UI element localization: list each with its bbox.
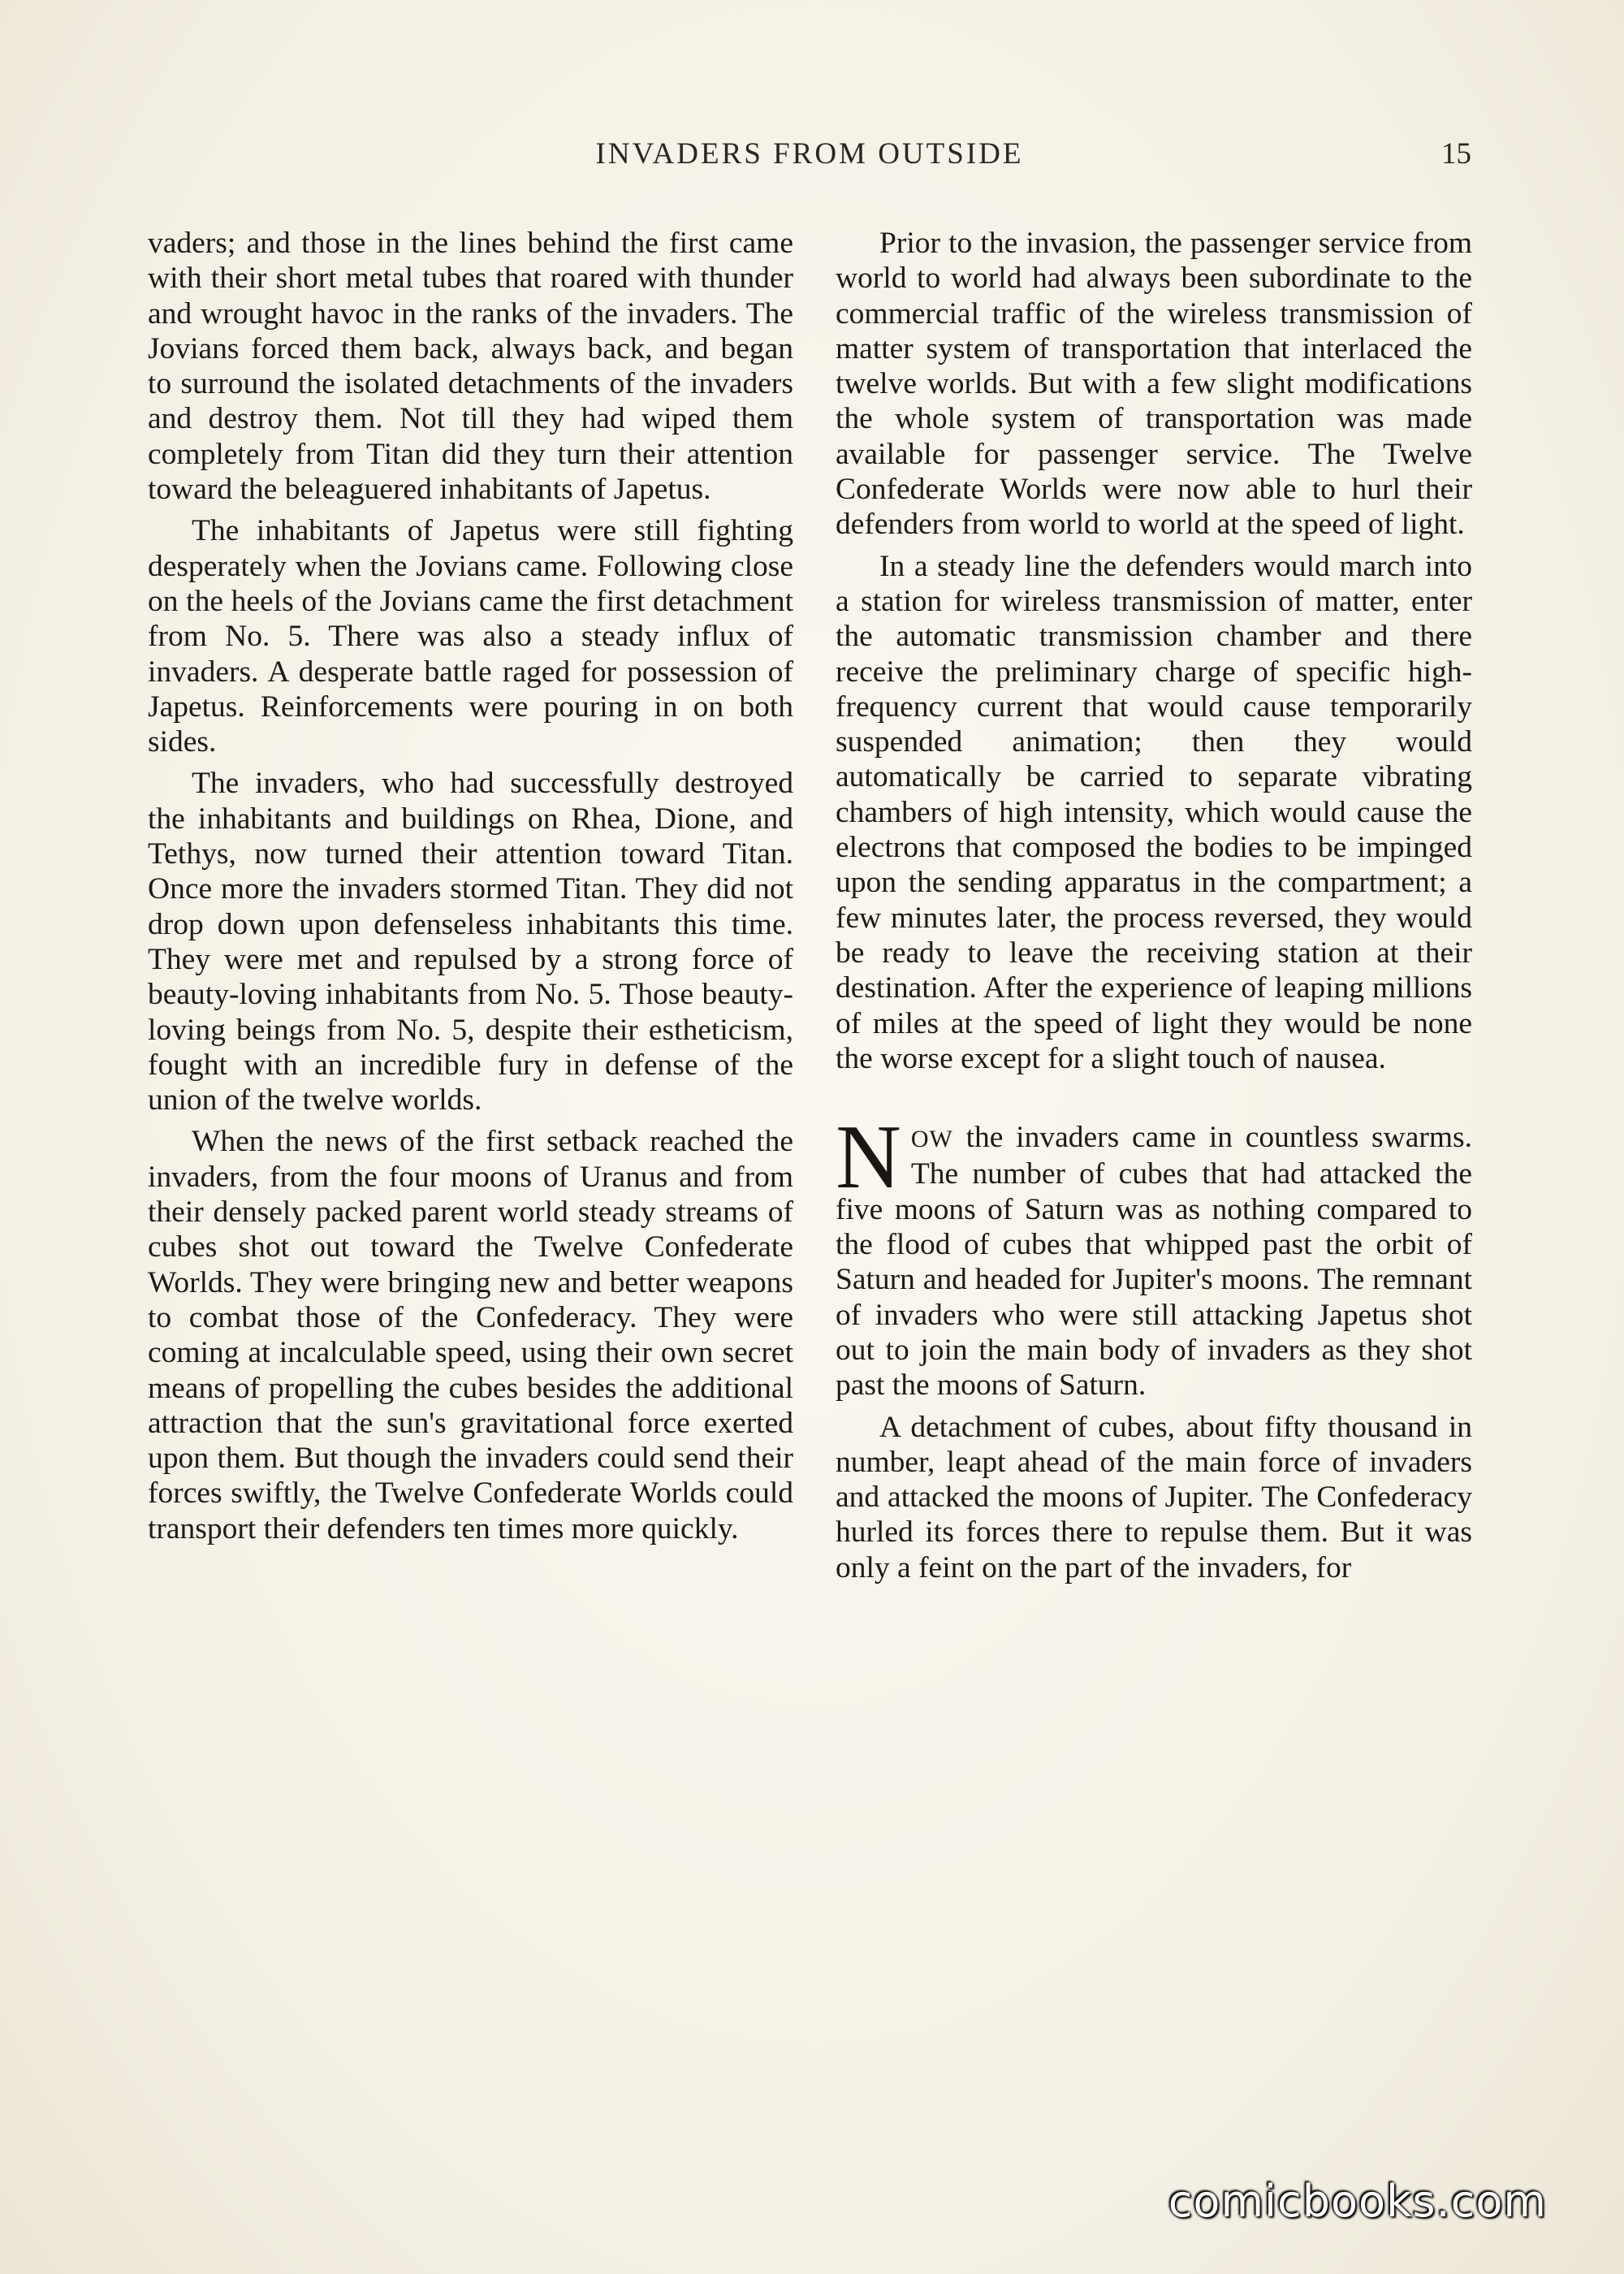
paragraph: In a steady line the defenders would march into a station for wireless transmission of matter, enter the automatic transmission chamber and there receive the preliminary charge of specific high-frequency current that would cause temporarily suspended animation; then they would automatically be carried to separate vibrating chambers of high intensity, which would cause the electrons that composed the bodies to be impinged upon the sending apparatus in the compartment; a few minutes later, the process reversed, they would be ready to leave the receiving station at their destination. After the experience of leaping millions of miles at the speed of light they would be none the worse except for a slight touch of nausea. — [836, 549, 1472, 1075]
paragraph: The invaders, who had successfully destroyed the inhabitants and buildings on Rhea, Dione, and Tethys, now turned their attention toward Titan. Once more the invaders stormed Titan. They did not drop down upon defenseless inhabitants this time. They were met and repulsed by a strong force of beauty-loving inhabitants from No. 5. Those beauty-loving beings from No. 5, despite their estheticism, fought with an incredible fury in defense of the union of the twelve worlds. — [148, 767, 793, 1118]
paragraph: Prior to the invasion, the passenger service from world to world had always been subordinate to the commercial traffic of the wireless transmission of matter system of transportation that interlaced the twelve worlds. But with a few slight modifications the whole system of transportation was made available for passenger service. The Twelve Confederate Worlds were now able to hurl their defenders from world to world at the speed of light. — [836, 227, 1472, 542]
paragraph: A detachment of cubes, about fifty thousand in number, leapt ahead of the main force of invaders and attacked the moons of Jupiter. The Confederacy hurled its forces there to repulse them. But it was only a feint on the part of the invaders, for — [836, 1410, 1472, 1584]
page-number: 15 — [1441, 137, 1471, 171]
drop-cap: N — [836, 1107, 901, 1208]
paragraph-text: the invaders came in countless swarms. The number of cubes that had attacked the five moons of Saturn was as nothing compared to the flood of cubes that whipped past the orbit of Saturn and headed for Jupiter's moons. The remnant of invaders who were still attacking Japetus shot out to join the main body of invaders as they shot past the moons of Saturn. — [836, 1121, 1472, 1403]
running-title: INVADERS FROM OUTSIDE — [595, 137, 1024, 171]
right-column — [836, 226, 1472, 1585]
section-opening-paragraph — [836, 1107, 1472, 1403]
paragraph: The inhabitants of Japetus were still fighting desperately when the Jovians came. Following close on the heels of the Jovians came the first detachment from No. 5. There was also a steady influx of invaders. A desperate battle raged for possession of Japetus. Reinforcements were pouring in on both sides. — [148, 514, 793, 759]
left-column — [148, 226, 793, 1546]
running-head — [148, 136, 1471, 185]
paragraph: vaders; and those in the lines behind the first came with their short metal tubes that roared with thunder and wrought havoc in the ranks of the invaders. The Jovians forced them back, always back, and began to surround the isolated detachments of the invaders and destroy them. Not till they had wiped them completely from Titan did they turn their attention toward the beleaguered inhabitants of Japetus. — [148, 227, 793, 507]
watermark: comicbooks.com — [1168, 2176, 1547, 2227]
small-caps-lead: OW — [910, 1126, 953, 1153]
paragraph: When the news of the first setback reached the invaders, from the four moons of Uranus and from their densely packed parent world steady streams of cubes shot out toward the Twelve Confederate Worlds. They were bringing new and better weapons to combat those of the Confederacy. They were coming at incalculable speed, using their own secret means of propelling the cubes besides the additional attraction that the sun's gravitational force exerted upon them. But though the invaders could send their forces swiftly, the Twelve Confederate Worlds could transport their defenders ten times more quickly. — [148, 1125, 793, 1546]
